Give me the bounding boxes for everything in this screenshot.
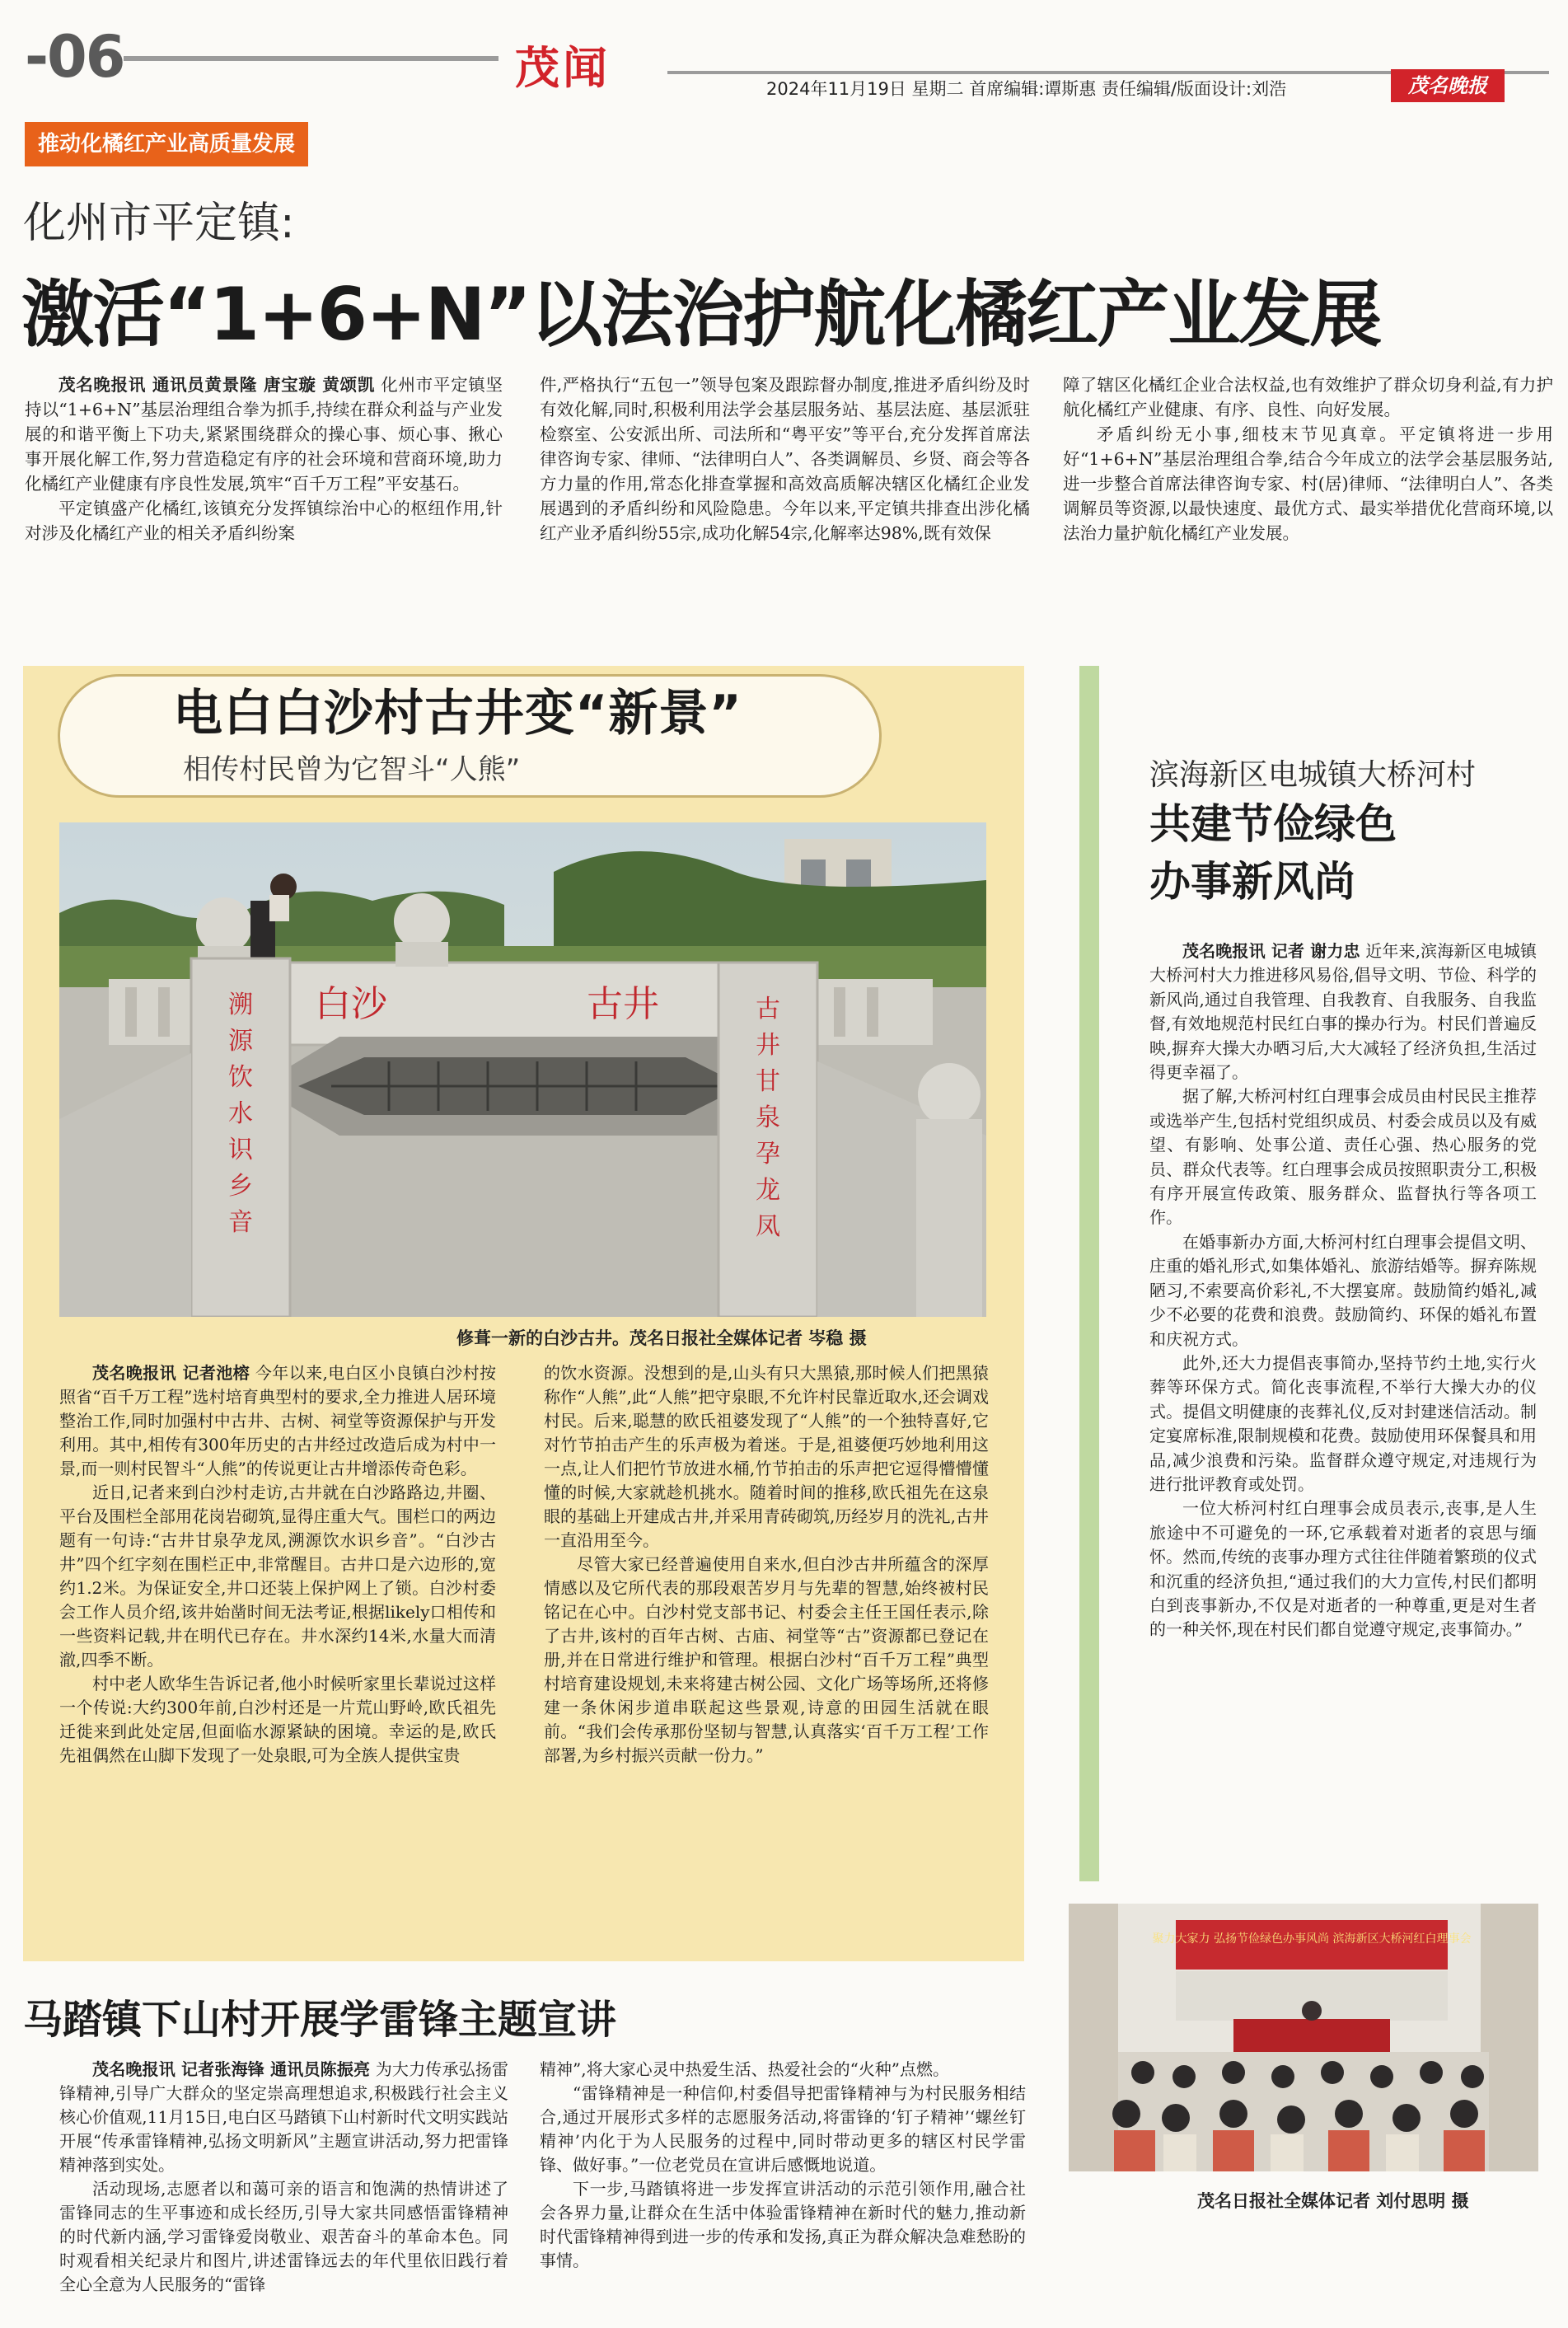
well-sign-right: 古井 — [587, 983, 659, 1025]
ancient-well-photo — [59, 822, 986, 1317]
matazhen-text: 为大力传承弘扬雷锋精神,引导广大群众的坚定崇高理想追求,积极践行社会主义核心价值观,11月15日,电白区马踏镇下山村新时代文明实践站开展“传承雷锋精神,弘扬文明新风”主题宣讲活动,努力把雷锋精神落到实处。 — [59, 2059, 509, 2175]
matazhen-paragraph: 活动现场,志愿者以和蔼可亲的语言和饱满的热情讲述了雷锋同志的生平事迹和成长经历,引导大家共同感悟雷锋精神的时代新内涵,学习雷锋爱岗敬业、艰苦奋斗的革命本色。同时观看相关纪录片和图片,讲述雷锋远去的年代里依旧践行着全心全意为人民服务的“雷锋 — [59, 2179, 508, 2294]
main-paragraph: 障了辖区化橘红企业合法权益,也有效维护了群众切身利益,有力护航化橘红产业健康、有序、良性、向好发展。 — [1063, 375, 1553, 419]
matazhen-column-1 — [59, 2058, 508, 2297]
baisha-paragraph — [59, 1361, 496, 1481]
main-headline: 激活“1+6+N”以法治护航化橘红产业发展 — [21, 272, 1381, 357]
main-column-3 — [1063, 372, 1553, 546]
main-text: 化州市平定镇坚持以“1+6+N”基层治理组合拳为抓手,持续在群众利益与产业发展的和谐平衡上下功夫,紧紧围绕群众的操心事、烦心事、揪心事开展化解工作,努力营造稳定有序的社会环境和营商环境,助力化橘红产业健康有序良性发展,筑牢“百千万工程”平安基石。 — [25, 375, 503, 494]
baisha-byline: 茂名晚报讯 记者池榕 — [92, 1363, 250, 1383]
page-number: -06 — [25, 23, 124, 91]
side-column — [1149, 939, 1537, 1642]
main-paragraph: 平定镇盛产化橘红,该镇充分发挥镇综治中心的枢纽作用,针对涉及化橘红产业的相关矛盾纠纷案 — [25, 499, 503, 543]
main-paragraph: 件,严格执行“五包一”领导包案及跟踪督办制度,推进矛盾纠纷及时有效化解,同时,积极利用法学会基层服务站、基层法庭、基层派驻检察室、公安派出所、司法所和“粤平安”等平台,充分发挥首席法律咨询专家、律师、“法律明白人”、各类调解员、乡贤、商会等各方力量的作用,常态化排查掌握和高效高质解决辖区化橘红企业发展遇到的矛盾纠纷和风险隐患。今年以来,平定镇共排查出涉化橘红产业矛盾纠纷55宗,成功化解54宗,化解率达98%,既有效保 — [540, 375, 1030, 543]
matazhen-byline: 茂名晚报讯 记者张海锋 通讯员陈振亮 — [92, 2059, 371, 2079]
matazhen-paragraph: 下一步,马踏镇将进一步发挥宣讲活动的示范引领作用,融合社会各界力量,让群众在生活中体验雷锋精神在新时代的魅力,推动新时代雷锋精神得到进一步的传承和发扬,真正为群众解决急难愁盼的事情。 — [540, 2179, 1026, 2270]
matazhen-paragraph: “雷锋精神是一种信仰,村委倡导把雷锋精神与为村民服务相结合,通过开展形式多样的志愿服务活动,将雷锋的‘钉子精神’‘螺丝钉精神’内化于为人民服务的过程中,同时带动更多的辖区村民学雷锋、做好事。”一位老党员在宣讲后感慨地说道。 — [540, 2083, 1026, 2175]
baisha-text: 今年以来,电白区小良镇白沙村按照省“百千万工程”选村培育典型村的要求,全力推进人居环境整治工作,同时加强村中古井、古树、祠堂等资源保护与开发利用。其中,相传有300年历史的古井经过改造后成为村中一景,而一则村民智斗“人熊”的传说更让古井增添传奇色彩。 — [59, 1363, 497, 1478]
main-byline: 茂名晚报讯 通讯员黄景隆 唐宝璇 黄颂凯 — [59, 375, 376, 395]
section-name: 茂闻 — [515, 42, 611, 94]
meeting-illustration — [1069, 1904, 1538, 2171]
main-column-1 — [25, 372, 503, 546]
baisha-photo-caption: 修葺一新的白沙古井。茂名日报社全媒体记者 岑稳 摄 — [456, 1328, 867, 1348]
main-kicker: 化州市平定镇: — [23, 199, 295, 248]
baisha-paragraph: 近日,记者来到白沙村走访,古井就在白沙路路边,井圈、平台及围栏全部用花岗岩砌筑,显得庄重大气。围栏口的两边题有一句诗:“古井甘泉孕龙凤,溯源饮水识乡音”。“白沙古井”四个红字刻在围栏正中,非常醒目。古井口是六边形的,宽约1.2米。为保证安全,井口还装上保护网上了锁。白沙村委会工作人员介绍,该井始凿时间无法考证,根据likely口相传和一些资料记载,井在明代已存在。井水深约14米,水量大而清澈,四季不断。 — [59, 1483, 496, 1670]
baisha-paragraph: 村中老人欧华生告诉记者,他小时候听家里长辈说过这样一个传说:大约300年前,白沙村还是一片荒山野岭,欧氏祖先迁徙来到此处定居,但面临水源紧缺的困境。幸运的是,欧氏先祖偶然在山脚下发现了一处泉眼,可为全族人提供宝贵 — [59, 1674, 496, 1765]
header-rule-left — [124, 56, 498, 61]
side-headline-line2: 办事新风尚 — [1149, 858, 1355, 906]
baisha-column-1 — [59, 1361, 496, 1768]
meeting-banner-text: 聚力大家力 弘扬节俭绿色办事风尚 滨海新区大桥河红白理事会 — [1152, 1932, 1472, 1946]
side-paragraph: 此外,还大力提倡丧事简办,坚持节约土地,实行火葬等环保方式。简化丧事流程,不举行大操大办的仪式。提倡文明健康的丧葬礼仪,反对封建迷信活动。制定宴席标准,限制规模和花费。鼓励使用环保餐具和用品,减少浪费和污染。监督群众遵守规定,对违规行为进行批评教育或处罚。 — [1149, 1352, 1537, 1494]
side-story-accent-bar — [1079, 666, 1099, 1881]
couplet-left: 溯源饮水识乡音 — [228, 991, 253, 1237]
side-paragraph: 一位大桥河村红白理事会成员表示,丧事,是人生旅途中不可避免的一环,它承载着对逝者的哀思与缅怀。然而,传统的丧事办理方式往往伴随着繁琐的仪式和沉重的经济负担,“通过我们的大力宣传,村民们都明白到丧事新办,不仅是对逝者的一种尊重,更是对生者的一种关怀,现在村民们都自觉遵守规定,丧事简办。” — [1149, 1498, 1537, 1640]
baisha-subheadline: 相传村民曾为它智斗“人熊” — [183, 753, 521, 786]
date-editor-line: 2024年11月19日 星期二 首席编辑:谭斯惠 责任编辑/版面设计:刘浩 — [766, 79, 1287, 99]
masthead-logo: 茂名晚报 — [1391, 69, 1505, 102]
matazhen-paragraph — [59, 2058, 508, 2177]
matazhen-headline: 马踏镇下山村开展学雷锋主题宣讲 — [23, 1997, 617, 2043]
side-byline: 茂名晚报讯 记者 谢力忠 — [1182, 941, 1360, 961]
side-headline — [1149, 795, 1397, 911]
topic-tag: 推动化橘红产业高质量发展 — [25, 122, 308, 166]
matazhen-column-2 — [540, 2058, 1026, 2273]
side-paragraph: 据了解,大桥河村红白理事会成员由村民民主推荐或选举产生,包括村党组织成员、村委会成员以及有威望、有影响、处事公道、责任心强、热心服务的党员、群众代表等。红白理事会成员按照职责分工,积极有序开展宣传政策、服务群众、监督执行等各项工作。 — [1149, 1086, 1537, 1228]
side-paragraph — [1149, 939, 1537, 1084]
main-paragraph — [25, 372, 503, 496]
side-paragraph: 在婚事新办方面,大桥河村红白理事会提倡文明、庄重的婚礼形式,如集体婚礼、旅游结婚等。摒弃陈规陋习,不索要高价彩礼,不大摆宴席。鼓励简约婚礼,减少不必要的花费和浪费。鼓励简约、环保的婚礼布置和庆祝方式。 — [1149, 1231, 1537, 1349]
well-sign-left: 白沙 — [315, 983, 387, 1025]
matazhen-paragraph: 精神”,将大家心灵中热爱生活、热爱社会的“火种”点燃。 — [540, 2059, 950, 2079]
main-paragraph: 矛盾纠纷无小事,细枝末节见真章。平定镇将进一步用好“1+6+N”基层治理组合拳,结合今年成立的法学会基层服务站,进一步整合首席法律咨询专家、村(居)律师、“法律明白人”、各类调解员等资源,以最快速度、最优方式、最实举措优化营商环境,以法治力量护航化橘红产业发展。 — [1063, 424, 1553, 543]
baisha-column-2 — [544, 1361, 989, 1768]
side-photo-caption: 茂名日报社全媒体记者 刘付思明 摄 — [1197, 2191, 1469, 2211]
main-column-2 — [540, 372, 1030, 546]
side-kicker: 滨海新区电城镇大桥河村 — [1149, 758, 1477, 792]
side-headline-line1: 共建节俭绿色 — [1149, 800, 1397, 848]
side-text: 近年来,滨海新区电城镇大桥河村大力推进移风易俗,倡导文明、节俭、科学的新风尚,通过自我管理、自我教育、自我服务、自我监督,有效地规范村民红白事的操办行为。村民们普遍反映,摒弃大操大办晒习后,大大减轻了经济负担,生活过得更幸福了。 — [1149, 941, 1537, 1083]
baisha-headline: 电白白沙村古井变“新景” — [173, 685, 742, 742]
ancient-well-illustration — [59, 822, 986, 1317]
couplet-right: 古井甘泉孕龙凤 — [756, 995, 780, 1241]
baisha-paragraph: 尽管大家已经普遍使用自来水,但白沙古井所蕴含的深厚情感以及它所代表的那段艰苦岁月与先辈的智慧,始终被村民铭记在心中。白沙村党支部书记、村委会主任王国任表示,除了古井,该村的百年古树、古庙、祠堂等“古”资源都已登记在册,并在日常进行维护和管理。根据白沙村“百千万工程”典型村培育建设规划,未来将建古树公园、文化广场等场所,还将修建一条休闲步道串联起这些景观,诗意的田园生活就在眼前。“我们会传承那份坚韧与智慧,认真落实‘百千万工程’工作部署,为乡村振兴贡献一份力。” — [544, 1554, 989, 1765]
meeting-photo — [1069, 1904, 1538, 2171]
baisha-paragraph: 的饮水资源。没想到的是,山头有只大黑猿,那时候人们把黑猿称作“人熊”,此“人熊”把守泉眼,不允许村民靠近取水,还会调戏村民。后来,聪慧的欧氏祖婆发现了“人熊”的一个独特喜好,它对竹节拍击产生的乐声极为着迷。于是,祖婆便巧妙地利用这一点,让人们把竹节放进水桶,竹节拍击的乐声把它逗得懵懵懂懂的时候,大家就趁机挑水。随着时间的推移,欧氏祖先在这泉眼的基础上开建成古井,并采用青砖砌筑,历经岁月的洗礼,古井一直沿用至今。 — [544, 1363, 989, 1550]
